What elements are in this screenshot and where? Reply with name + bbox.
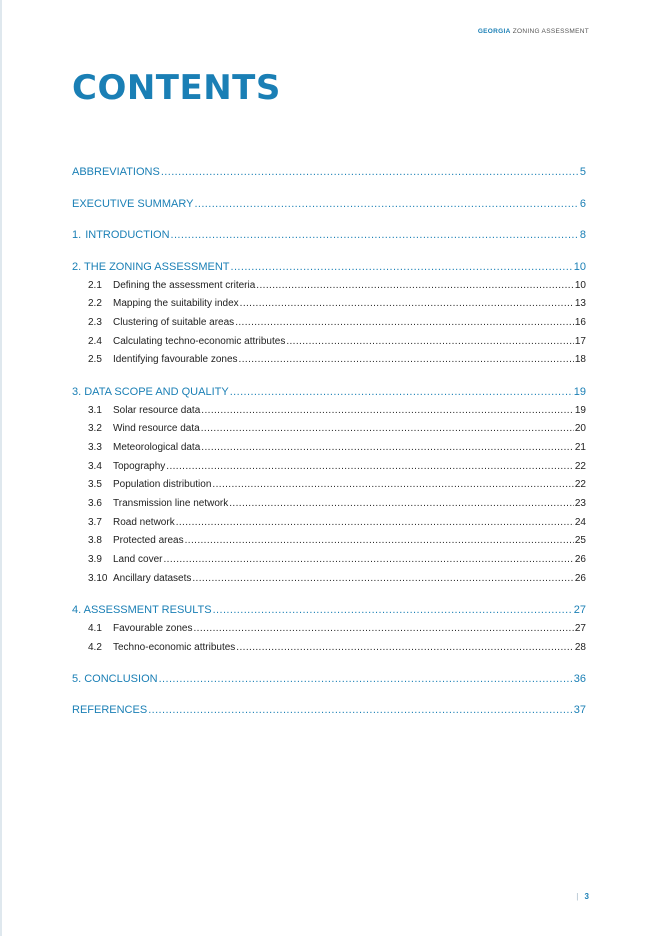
toc-subentry-label: Identifying favourable zones (113, 354, 238, 366)
page-edge-line (0, 0, 2, 936)
toc-subentry-number: 3.6 (88, 498, 102, 510)
toc-subentry[interactable] (72, 439, 586, 458)
toc-subentry-number: 3.9 (88, 554, 102, 566)
toc-subentry[interactable] (72, 514, 586, 533)
toc-subentry-number: 3.3 (88, 441, 102, 453)
dot-leader (240, 295, 574, 314)
dot-leader (192, 570, 574, 589)
toc-subentry[interactable] (72, 420, 586, 439)
page-number: 3 (584, 892, 589, 901)
toc-subentry[interactable] (72, 351, 586, 370)
toc-subentry-page: 25 (574, 535, 586, 547)
toc-subentry-label: Ancillary datasets (113, 572, 192, 584)
toc-entry-number: 1. (72, 229, 82, 241)
toc-subentry-number: 2.1 (88, 279, 102, 291)
toc-entry-label: REFERENCES (72, 704, 148, 717)
toc-entry-page: 6 (579, 197, 586, 210)
dot-leader (201, 439, 574, 458)
toc-subentry-page: 22 (574, 460, 586, 472)
toc-subentry[interactable] (72, 402, 586, 421)
dot-leader (166, 458, 574, 477)
toc-subentry-number: 3.4 (88, 460, 102, 472)
dot-leader (201, 420, 574, 439)
toc-subentry-label: Land cover (113, 554, 163, 566)
toc-entry-label: INTRODUCTION (85, 229, 170, 241)
toc-subentry-label: Topography (113, 460, 166, 472)
toc-subentry-page: 22 (574, 479, 586, 491)
toc-subentry-number: 2.2 (88, 298, 102, 310)
dot-leader (159, 669, 573, 689)
toc-subentry-page: 27 (574, 623, 586, 635)
dot-leader (185, 532, 574, 551)
dot-leader (229, 495, 574, 514)
dot-leader (286, 333, 574, 352)
toc-subentry-number: 4.2 (88, 641, 102, 653)
toc-entry-executive-summary[interactable] (72, 194, 586, 214)
toc-subentry-number: 3.10 (88, 572, 108, 584)
dot-leader (212, 476, 573, 495)
toc-entry-page: 27 (573, 604, 586, 617)
toc-entry-label: 2. THE ZONING ASSESSMENT (72, 260, 230, 273)
toc-subentry-number: 3.2 (88, 423, 102, 435)
toc-entry-conclusion[interactable] (72, 669, 586, 689)
toc-entry-label: 5. CONCLUSION (72, 672, 158, 685)
dot-leader (161, 162, 579, 182)
toc-subentry-page: 19 (574, 404, 586, 416)
toc-subentry-page: 26 (574, 572, 586, 584)
toc-subentry-number: 3.7 (88, 516, 102, 528)
dot-leader (148, 700, 573, 720)
dot-leader (256, 277, 574, 296)
toc-entry-label: 4. ASSESSMENT RESULTS (72, 604, 212, 617)
toc-subentry-label: Wind resource data (113, 423, 200, 435)
toc-subentry-label: Solar resource data (113, 404, 201, 416)
toc-subentry[interactable] (72, 532, 586, 551)
toc-subentry[interactable] (72, 277, 586, 296)
page-title: CONTENTS (72, 68, 281, 108)
toc-entry-zoning-assessment[interactable] (72, 257, 586, 277)
toc-subentry-label: Population distribution (113, 479, 212, 491)
toc-entry-abbreviations[interactable] (72, 162, 586, 182)
toc-entry-page: 19 (573, 385, 586, 398)
toc-entry-page: 37 (573, 704, 586, 717)
toc-subentry-number: 3.1 (88, 404, 102, 416)
toc-subentry-label: Protected areas (113, 535, 184, 547)
toc-subentry-label: Defining the assessment criteria (113, 279, 256, 291)
toc-subentry-page: 17 (574, 335, 586, 347)
toc-subentry-number: 3.5 (88, 479, 102, 491)
toc-subentry-page: 10 (574, 279, 586, 291)
toc-subentry[interactable] (72, 551, 586, 570)
toc-entry-data-scope[interactable] (72, 382, 586, 402)
toc-subentry[interactable] (72, 458, 586, 477)
toc-entry-page: 10 (573, 260, 586, 273)
toc-entry-page: 36 (573, 672, 586, 685)
toc-subentry-page: 26 (574, 554, 586, 566)
toc-subentry-label: Clustering of suitable areas (113, 316, 235, 328)
dot-leader (194, 194, 578, 214)
table-of-contents (72, 162, 586, 720)
toc-subentry-page: 28 (574, 641, 586, 653)
toc-subentry-label: Favourable zones (113, 623, 193, 635)
toc-entry-assessment-results[interactable] (72, 600, 586, 620)
toc-subentry-number: 4.1 (88, 623, 102, 635)
toc-subentry[interactable] (72, 639, 586, 658)
toc-subentry-label: Meteorological data (113, 441, 201, 453)
toc-subentry-label: Mapping the suitability index (113, 298, 239, 310)
footer-separator: | (576, 892, 579, 901)
dot-leader (213, 600, 573, 620)
toc-entry-label: 3. DATA SCOPE AND QUALITY (72, 385, 229, 398)
dot-leader (176, 514, 574, 533)
toc-entry-references[interactable] (72, 700, 586, 720)
toc-subentry[interactable] (72, 620, 586, 639)
toc-entry-page: 5 (579, 166, 586, 178)
dot-leader (201, 402, 574, 421)
dot-leader (194, 620, 574, 639)
toc-subentry-page: 21 (574, 441, 586, 453)
toc-subentry-label: Transmission line network (113, 498, 229, 510)
toc-subentry-page: 18 (574, 354, 586, 366)
toc-subentry-page: 23 (574, 498, 586, 510)
toc-subentry-label: Calculating techno-economic attributes (113, 335, 286, 347)
toc-subentry-number: 2.5 (88, 354, 102, 366)
toc-subentry-page: 13 (574, 298, 586, 310)
page-footer (576, 892, 589, 901)
dot-leader (236, 639, 574, 658)
toc-subentry-number: 3.8 (88, 535, 102, 547)
toc-subentry[interactable] (72, 295, 586, 314)
dot-leader (171, 225, 579, 245)
toc-subentry-number: 2.3 (88, 316, 102, 328)
toc-entry-label: ABBREVIATIONS (72, 166, 160, 178)
toc-subentry[interactable] (72, 570, 586, 589)
toc-subentry[interactable] (72, 495, 586, 514)
toc-subentry-page: 24 (574, 516, 586, 528)
dot-leader (230, 382, 573, 402)
header-country: GEORGIA (477, 28, 511, 35)
toc-subentry-label: Road network (113, 516, 175, 528)
toc-subentry-page: 20 (574, 423, 586, 435)
dot-leader (239, 351, 574, 370)
toc-entry-introduction[interactable] (72, 225, 586, 245)
toc-subentry[interactable] (72, 476, 586, 495)
running-header (478, 28, 589, 35)
dot-leader (231, 257, 573, 277)
toc-entry-label: EXECUTIVE SUMMARY (72, 197, 194, 210)
dot-leader (235, 314, 574, 333)
toc-entry-page: 8 (579, 229, 586, 241)
toc-subentry-number: 2.4 (88, 335, 102, 347)
toc-subentry-page: 16 (574, 316, 586, 328)
toc-subentry[interactable] (72, 333, 586, 352)
toc-subentry[interactable] (72, 314, 586, 333)
dot-leader (163, 551, 573, 570)
header-title: ZONING ASSESSMENT (512, 28, 589, 35)
toc-subentry-label: Techno-economic attributes (113, 641, 236, 653)
